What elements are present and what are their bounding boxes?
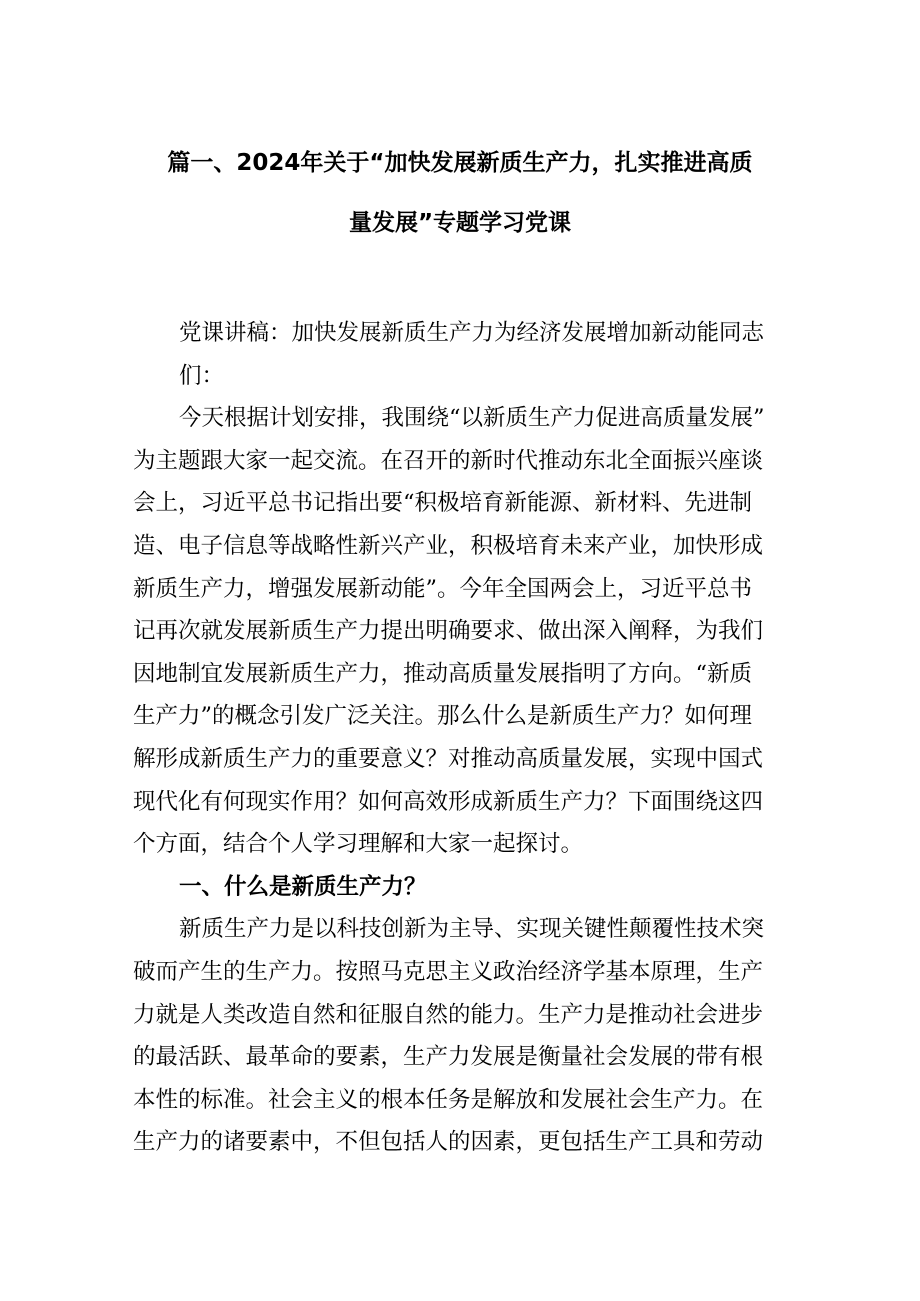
- document-title-line-2: 量发展”专题学习党课: [348, 210, 572, 236]
- document-body: [133, 312, 788, 1164]
- paragraph-line: 本性的标准。社会主义的根本任务是解放和发展社会生产力。在: [133, 1086, 764, 1113]
- paragraph-line: 现代化有何现实作用？如何高效形成新质生产力？下面围绕这四: [133, 788, 764, 815]
- paragraph-line: 为主题跟大家一起交流。在召开的新时代推动东北全面振兴座谈: [133, 447, 764, 474]
- paragraph-line: 会上，习近平总书记指出要“积极培育新能源、新材料、先进制: [133, 490, 753, 517]
- paragraph-line: 破而产生的生产力。按照马克思主义政治经济学基本原理，生产: [133, 958, 764, 985]
- paragraph-line: 造、电子信息等战略性新兴产业，积极培育未来产业，加快形成: [133, 532, 764, 559]
- paragraph-line: 生产力的诸要素中，不但包括人的因素，更包括生产工具和劳动: [133, 1129, 764, 1156]
- paragraph-line: 新质生产力是以科技创新为主导、实现关键性颠覆性技术突: [179, 916, 765, 943]
- paragraph-line: 党课讲稿：加快发展新质生产力为经济发展增加新动能同志: [179, 320, 765, 346]
- paragraph-line: 记再次就发展新质生产力提出明确要求、做出深入阐释，为我们: [133, 618, 764, 645]
- paragraph-line: 新质生产力，增强发展新动能”。今年全国两会上，习近平总书: [133, 575, 753, 602]
- document-title-line-1: 篇一、2024年关于“加快发展新质生产力，扎实推进高质: [167, 150, 753, 176]
- paragraph-line: 生产力”的概念引发广泛关注。那么什么是新质生产力？如何理: [133, 703, 753, 730]
- paragraph-line: 今天根据计划安排，我围绕“以新质生产力促进高质量发展”: [179, 405, 765, 432]
- paragraph-line: 们：: [179, 362, 225, 389]
- paragraph-line: 解形成新质生产力的重要意义？对推动高质量发展，实现中国式: [133, 745, 764, 772]
- section-heading: 一、什么是新质生产力？: [179, 873, 427, 900]
- paragraph-line: 力就是人类改造自然和征服自然的能力。生产力是推动社会进步: [133, 1001, 764, 1028]
- paragraph-line: 个方面，结合个人学习理解和大家一起探讨。: [133, 831, 584, 858]
- paragraph-line: 的最活跃、最革命的要素，生产力发展是衡量社会发展的带有根: [133, 1044, 764, 1071]
- paragraph-line: 因地制宜发展新质生产力，推动高质量发展指明了方向。“新质: [133, 660, 753, 687]
